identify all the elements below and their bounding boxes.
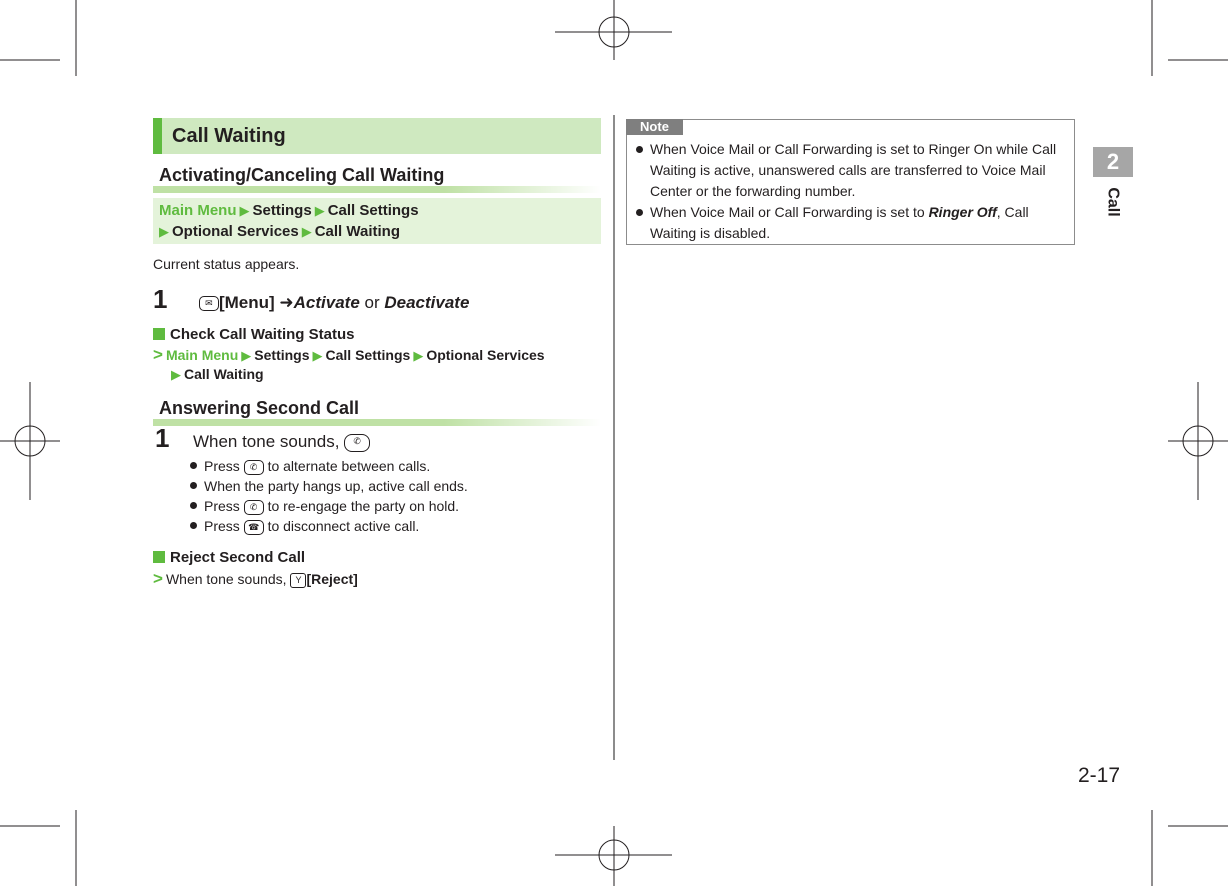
bullet-text: to disconnect active call. — [267, 518, 420, 534]
list-item — [190, 516, 468, 536]
nav-arrow-icon: ▶ — [239, 203, 250, 218]
list-item — [190, 496, 468, 516]
reject-instruction — [153, 569, 358, 589]
bullet-dot-icon — [636, 209, 643, 216]
reject-heading — [153, 549, 305, 566]
list-item — [190, 476, 468, 496]
nav-arrow-icon: ▶ — [312, 348, 323, 363]
option-deactivate: Deactivate — [384, 293, 470, 312]
column-divider — [613, 115, 615, 760]
nav-main-menu: Main Menu — [165, 347, 239, 363]
chevron-right-icon: > — [153, 345, 163, 364]
step-number: 1 — [153, 284, 168, 314]
nav-arrow-icon: ▶ — [241, 348, 252, 363]
note-item — [636, 139, 1070, 202]
bullet-text: When the party hangs up, active call ends. — [204, 478, 468, 494]
status-text: Current status appears. — [153, 256, 300, 272]
chevron-right-icon: > — [153, 569, 163, 588]
check-status-heading — [153, 326, 354, 343]
subheading-activating — [153, 164, 601, 193]
nav-path-check-status — [153, 345, 601, 384]
step-1-answering — [155, 425, 370, 452]
nav-call-waiting: Call Waiting — [184, 366, 264, 382]
nav-arrow-icon: ▶ — [413, 348, 424, 363]
reject-text: When tone sounds, — [165, 571, 287, 587]
nav-call-waiting: Call Waiting — [314, 223, 400, 240]
page-number: 2-17 — [1078, 764, 1121, 787]
list-item — [190, 456, 468, 476]
menu-key-label: [Menu] — [218, 293, 275, 312]
chapter-name: Call — [1105, 187, 1122, 217]
subheading-answering-text: Answering Second Call — [159, 398, 360, 418]
step-1-activating — [153, 286, 469, 313]
nav-arrow-icon: ▶ — [314, 203, 325, 218]
reject-heading-text: Reject Second Call — [170, 549, 306, 566]
option-activate: Activate — [293, 293, 360, 312]
yahoo-key-icon: Y — [290, 573, 306, 588]
answering-bullets — [190, 456, 468, 536]
subheading-answering — [153, 397, 601, 426]
nav-settings: Settings — [252, 202, 312, 219]
bullet-dot-icon — [636, 146, 643, 153]
bullet-text: to alternate between calls. — [267, 458, 431, 474]
note-text-post: , Call Waiting is disabled. — [650, 204, 1029, 241]
call-key-icon: ✆ — [244, 500, 264, 515]
nav-call-settings: Call Settings — [325, 347, 411, 363]
bullet-dot-icon — [190, 522, 197, 529]
bullet-text: Press — [204, 458, 240, 474]
note-list — [636, 139, 1070, 244]
end-key-icon: ☎ — [244, 520, 264, 535]
nav-settings: Settings — [254, 347, 310, 363]
call-key-icon: ✆ — [344, 434, 370, 452]
bullet-text: to re-engage the party on hold. — [267, 498, 460, 514]
note-item-text: When Voice Mail or Call Forwarding is set to Ringer On while Call Waiting is active, unanswered calls are transferred to Voice Mail Center or the forwarding number. — [650, 141, 1057, 199]
subheading-activating-text: Activating/Canceling Call Waiting — [159, 165, 445, 185]
bullet-text: Press — [204, 498, 240, 514]
reject-key-label: [Reject] — [306, 571, 358, 587]
step-number: 1 — [155, 423, 170, 453]
square-bullet-icon — [153, 328, 165, 340]
section-title: Call Waiting — [153, 118, 601, 154]
nav-arrow-icon: ▶ — [171, 367, 181, 382]
note-item-text — [650, 202, 1070, 244]
nav-optional-services: Optional Services — [172, 223, 299, 240]
note-text-pre: When Voice Mail or Call Forwarding is set to — [650, 204, 929, 220]
note-text-emphasis: Ringer Off — [928, 204, 997, 220]
call-key-icon: ✆ — [244, 460, 264, 475]
or-text: or — [364, 293, 380, 312]
check-status-heading-text: Check Call Waiting Status — [170, 326, 355, 343]
nav-arrow-icon: ▶ — [159, 224, 169, 239]
bullet-dot-icon — [190, 462, 197, 469]
bullet-text: Press — [204, 518, 240, 534]
subheading-rule — [153, 186, 601, 193]
note-label: Note — [626, 119, 683, 135]
nav-optional-services: Optional Services — [426, 347, 545, 363]
note-item — [636, 202, 1070, 244]
nav-main-menu: Main Menu — [159, 202, 237, 219]
chapter-name-container — [1095, 182, 1131, 222]
nav-path-activating — [153, 198, 601, 244]
arrow-right-icon: ➜ — [279, 293, 294, 312]
bullet-dot-icon — [190, 482, 197, 489]
nav-call-settings: Call Settings — [327, 202, 419, 219]
step-text: When tone sounds, — [192, 432, 340, 451]
nav-arrow-icon: ▶ — [301, 224, 312, 239]
bullet-dot-icon — [190, 502, 197, 509]
square-bullet-icon — [153, 551, 165, 563]
chapter-number: 2 — [1093, 147, 1133, 177]
mail-key-icon: ✉ — [199, 296, 219, 311]
